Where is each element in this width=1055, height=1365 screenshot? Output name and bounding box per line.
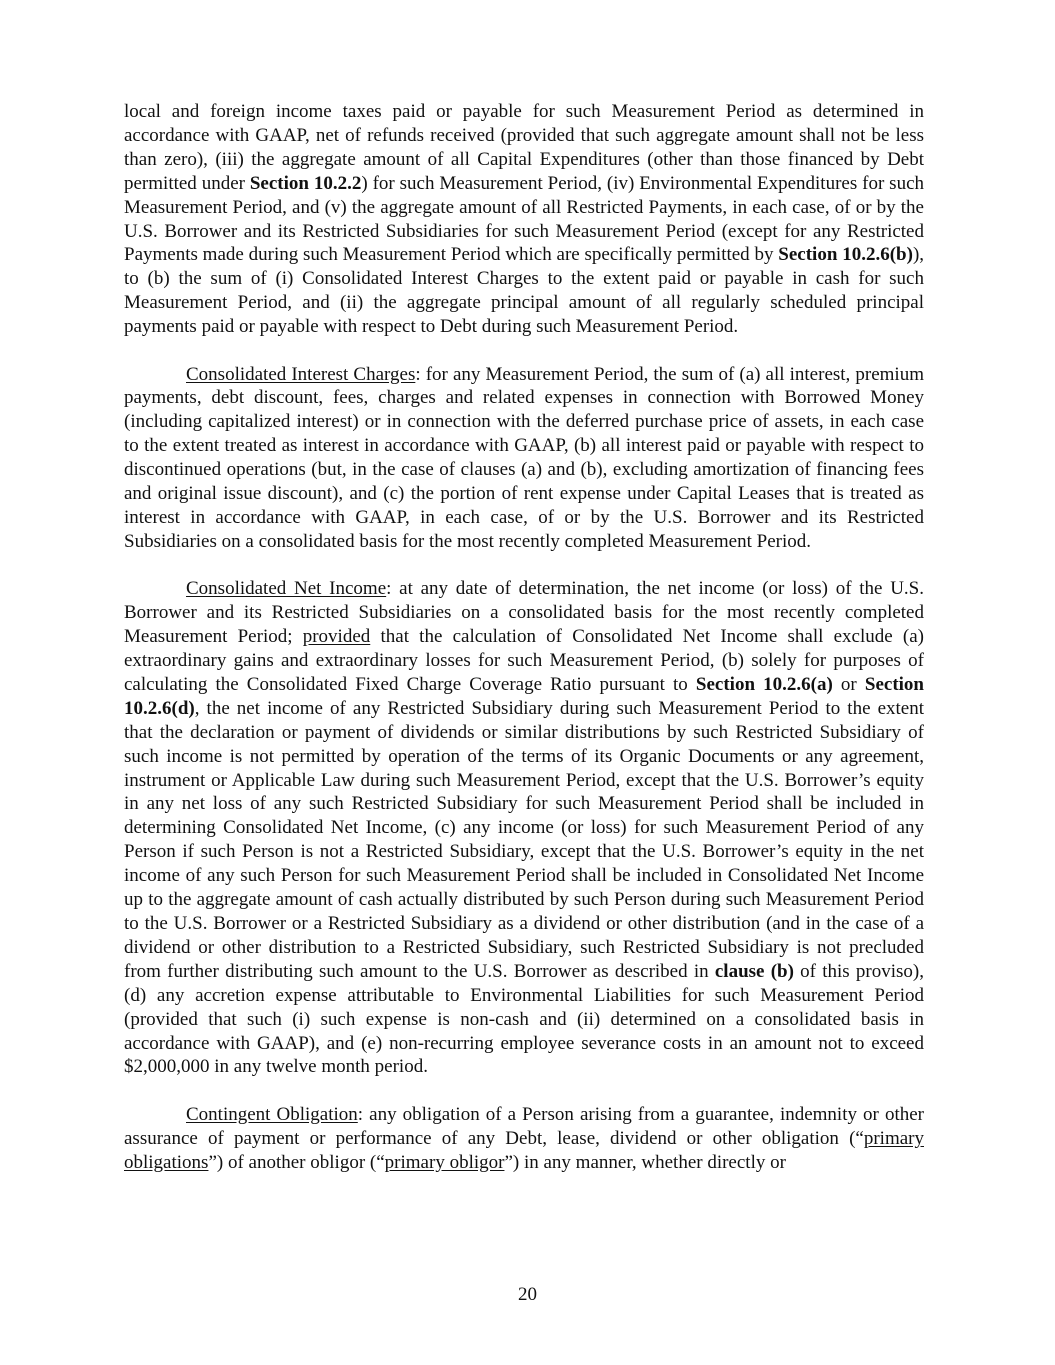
section-reference: Section 10.2.6(a)	[695, 673, 833, 695]
page-number: 20	[518, 1284, 537, 1305]
defined-term-inline: primary obligations	[124, 1127, 924, 1173]
section-reference: Section 10.2.6(b)	[778, 244, 913, 266]
clause-reference: clause (b)	[714, 960, 794, 982]
section-reference: Section 10.2.6(d)	[124, 673, 924, 719]
document-page	[124, 100, 924, 1198]
defined-term: Contingent Obligation	[186, 1103, 358, 1125]
defined-term-inline: primary obligor	[384, 1151, 505, 1173]
defined-term: Consolidated Net Income	[186, 578, 387, 600]
definition-consolidated-interest-charges: Consolidated Interest Charges: for any Measurement Period, the sum of (a) all interest, premium payments, debt discount, fees, charges and related expenses in connection with Borrowed Money (including capitalized interest) or in connection with the deferred purchase price of assets, in each case to the extent treated as interest in accordance with GAAP, (b) all interest paid or payable with respect to discontinued operations (but, in the case of clauses (a) and (b), excluding amortization of financing fees and original issue discount), and (c) the portion of rent expense under Capital Leases that is treated as interest in accordance with GAAP, in each case, of or by the U.S. Borrower and its Restricted Subsidiaries on a consolidated basis for the most recently completed Measurement Period.	[124, 363, 924, 552]
defined-term: Consolidated Interest Charges	[186, 363, 416, 385]
paragraph-continuation: local and foreign income taxes paid or payable for such Measurement Period as determined in accordance with GAAP, net of refunds received (provided that such aggregate amount shall not be less than zero), (iii) the aggregate amount of all Capital Expenditures (other than those financed by Debt permitted under Section 10.2.2) for such Measurement Period, (iv) Environmental Expenditures for such Measurement Period, and (v) the aggregate amount of all Restricted Payments, in each case, of or by the U.S. Borrower and its Restricted Subsidiaries for such Measurement Period (except for any Restricted Payments made during such Measurement Period which are specifically permitted by Section 10.2.6(b)), to (b) the sum of (i) Consolidated Interest Charges to the extent paid or payable in cash for such Measurement Period, and (ii) the aggregate principal amount of all regularly scheduled principal payments paid or payable with respect to Debt during such Measurement Period.	[124, 101, 925, 338]
definition-consolidated-net-income: Consolidated Net Income: at any date of determination, the net income (or loss) of the U.S. Borrower and its Restricted Subsidiaries on a consolidated basis for the most recently completed Measurement Period; provided that the calculation of Consolidated Net Income shall exclude (a) extraordinary gains and extraordinary losses for such Measurement Period, (b) solely for purposes of calculating the Consolidated Fixed Charge Coverage Ratio pursuant to Section 10.2.6(a) or Section 10.2.6(d), the net income of any Restricted Subsidiary during such Measurement Period to the extent that the declaration or payment of dividends or similar distributions by such Restricted Subsidiary of such income is not permitted by operation of the terms of its Organic Documents or any agreement, instrument or Applicable Law during such Measurement Period, except that the U.S. Borrower’s equity in any net loss of any such Restricted Subsidiary for such Measurement Period shall be included in determining Consolidated Net Income, (c) any income (or loss) for such Measurement Period of any Person if such Person is not a Restricted Subsidiary, except that the U.S. Borrower’s equity in the net income of any such Person for such Measurement Period shall be included in Consolidated Net Income up to the aggregate amount of cash actually distributed by such Person during such Measurement Period to the U.S. Borrower or a Restricted Subsidiary as a dividend or other distribution (and in the case of a dividend or other distribution to a Restricted Subsidiary, such Restricted Subsidiary is not precluded from further distributing such amount to the U.S. Borrower as described in clause (b) of this proviso), (d) any accretion expense attributable to Environmental Liabilities for such Measurement Period (provided that such (i) such expense is non-cash and (ii) determined on a consolidated basis in accordance with GAAP), and (e) non-recurring employee severance costs in an amount not to exceed $2,000,000 in any twelve month period.	[124, 578, 924, 1078]
proviso-term: provided	[302, 626, 371, 648]
definition-contingent-obligation: Contingent Obligation: any obligation of a Person arising from a guarantee, indemnity or other assurance of payment or performance of any Debt, lease, dividend or other obligation (“primary obligations”) of another obligor (“primary obligor”) in any manner, whether directly or	[124, 1103, 924, 1173]
section-reference: Section 10.2.2	[249, 172, 362, 194]
